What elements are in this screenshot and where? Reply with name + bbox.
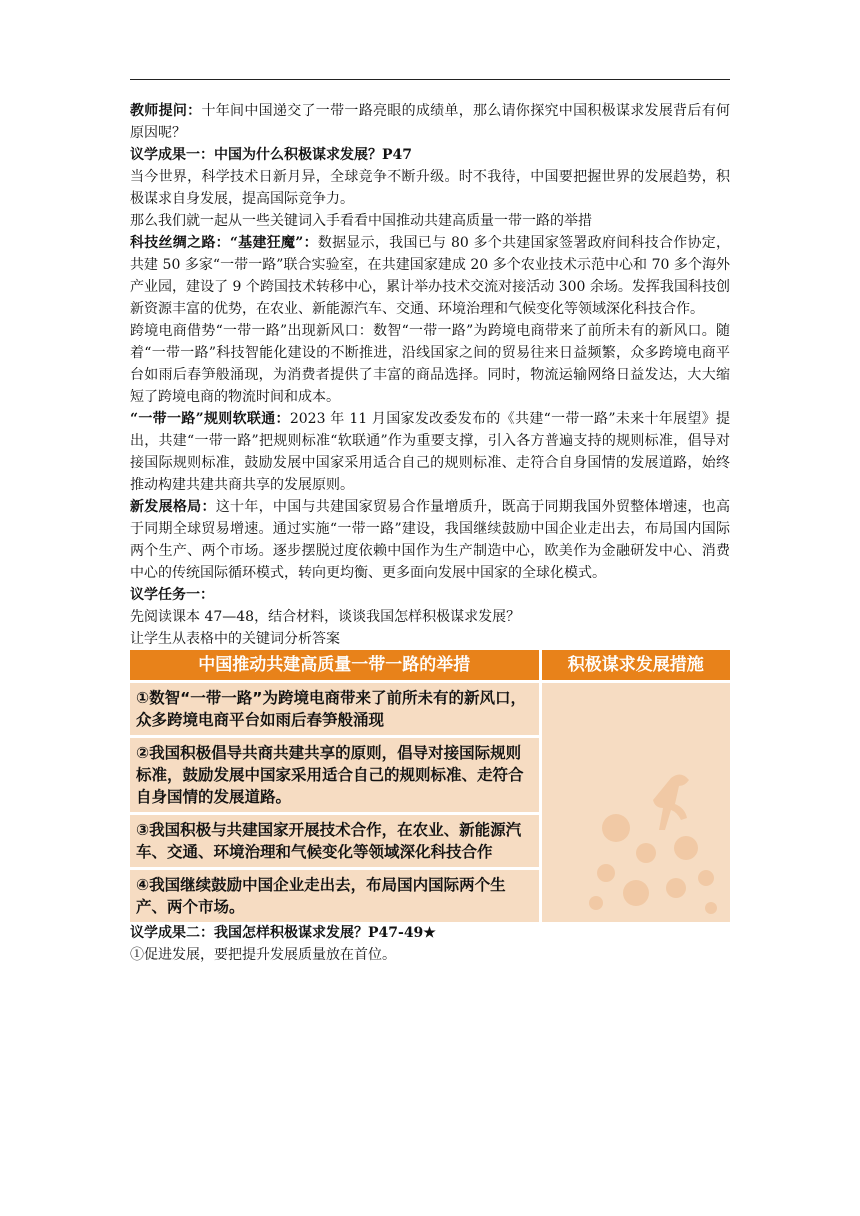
teacher-question [130, 100, 730, 144]
section-text: 这十年，中国与共建国家贸易合作量增质升，既高于同期我国外贸整体增速，也高于同期全球贸易增速。通过实施“一带一路”建设，我国继续鼓励中国企业走出去，布局国内国际两个生产、两个市场。逐步摆脱过度依赖中国作为生产制造中心，欧美作为金融研发中心、消费中心的传统国际循环模式，转向更均衡、更多面向发展中国家的全球化模式。 [130, 499, 731, 581]
header-rule [130, 79, 730, 80]
question-text: 十年间中国递交了一带一路亮眼的成绩单，那么请你探究中国积极谋求发展背后有何原因呢？ [130, 103, 731, 141]
outcome2-title: 议学成果二：我国怎样积极谋求发展？P47-49★ [130, 925, 436, 941]
outcome2-item1: ①促进发展，要把提升发展质量放在首位。 [130, 947, 396, 963]
section-rules [130, 408, 730, 496]
table-header-left: 中国推动共建高质量一带一路的举措 [130, 650, 540, 682]
outcome1-body: 当今世界，科学技术日新月异，全球竞争不断升级。时不我待，中国要把握世界的发展趋势，积极谋求自身发展，提高国际竞争力。 [130, 169, 730, 207]
decorative-pattern-icon [576, 758, 726, 918]
task-line2: 让学生从表格中的关键词分析答案 [130, 631, 340, 647]
question-label: 教师提问： [130, 103, 202, 119]
section-label: 科技丝绸之路：“基建狂魔”： [130, 235, 318, 251]
table-row [130, 682, 730, 737]
measures-table [130, 650, 730, 922]
table-cell-answer [540, 682, 730, 923]
section-label: “一带一路”规则软联通： [130, 411, 290, 427]
table-cell-measure: ③我国积极与共建国家开展技术合作，在农业、新能源汽车、交通、环境治理和气候变化等领域深化科技合作 [130, 814, 540, 869]
task-line1: 先阅读课本 47—48，结合材料，谈谈我国怎样积极谋求发展？ [130, 609, 521, 625]
task-title: 议学任务一： [130, 587, 214, 603]
section-text: 数据显示，我国已与 80 多个共建国家签署政府间科技合作协定，共建 50 多家“一带一路”联合实验室，在共建国家建成 20 多个农业技术示范中心和 70 多个海外产业园，建设了 9 个跨国技术转移中心，累计举办技术交流对接活动 300 余场。发挥我国科技创新资源丰富的优势，在农业、新能源汽车、交通、环境治理和气候变化等领域深化科技合作。 [130, 235, 731, 317]
document-body [130, 100, 730, 966]
table-cell-measure: ①数智“一带一路”为跨境电商带来了前所未有的新风口，众多跨境电商平台如雨后春笋般涌现 [130, 682, 540, 737]
section-tech-silk-road [130, 232, 730, 320]
table-cell-measure: ④我国继续鼓励中国企业走出去，布局国内国际两个生产、两个市场。 [130, 869, 540, 923]
table-header-right: 积极谋求发展措施 [540, 650, 730, 682]
intro-line: 那么我们就一起从一些关键词入手看看中国推动共建高质量一带一路的举措 [130, 213, 592, 229]
table-cell-measure: ②我国积极倡导共商共建共享的原则，倡导对接国际规则标准，鼓励发展中国家采用适合自己的规则标准、走符合自身国情的发展道路。 [130, 737, 540, 814]
section-ecommerce [130, 320, 730, 408]
outcome1-title: 议学成果一：中国为什么积极谋求发展？P47 [130, 147, 413, 163]
section-text: 2023 年 11 月国家发改委发布的《共建“一带一路”未来十年展望》提出，共建“一带一路”把规则标准“软联通”作为重要支撑，引入各方普遍支持的规则标准，倡导对接国际规则标准，鼓励发展中国家采用适合自己的规则标准、走符合自身国情的发展道路，始终推动构建共建共商共享的发展原则。 [130, 411, 731, 493]
section-new-pattern [130, 496, 730, 584]
section-text: 跨境电商借势“一带一路”出现新风口：数智“一带一路”为跨境电商带来了前所未有的新风口。随着“一带一路”科技智能化建设的不断推进，沿线国家之间的贸易往来日益频繁，众多跨境电商平台如雨后春笋般涌现，为消费者提供了丰富的商品选择。同时，物流运输网络日益发达，大大缩短了跨境电商的物流时间和成本。 [130, 323, 730, 405]
section-label: 新发展格局： [130, 499, 216, 515]
